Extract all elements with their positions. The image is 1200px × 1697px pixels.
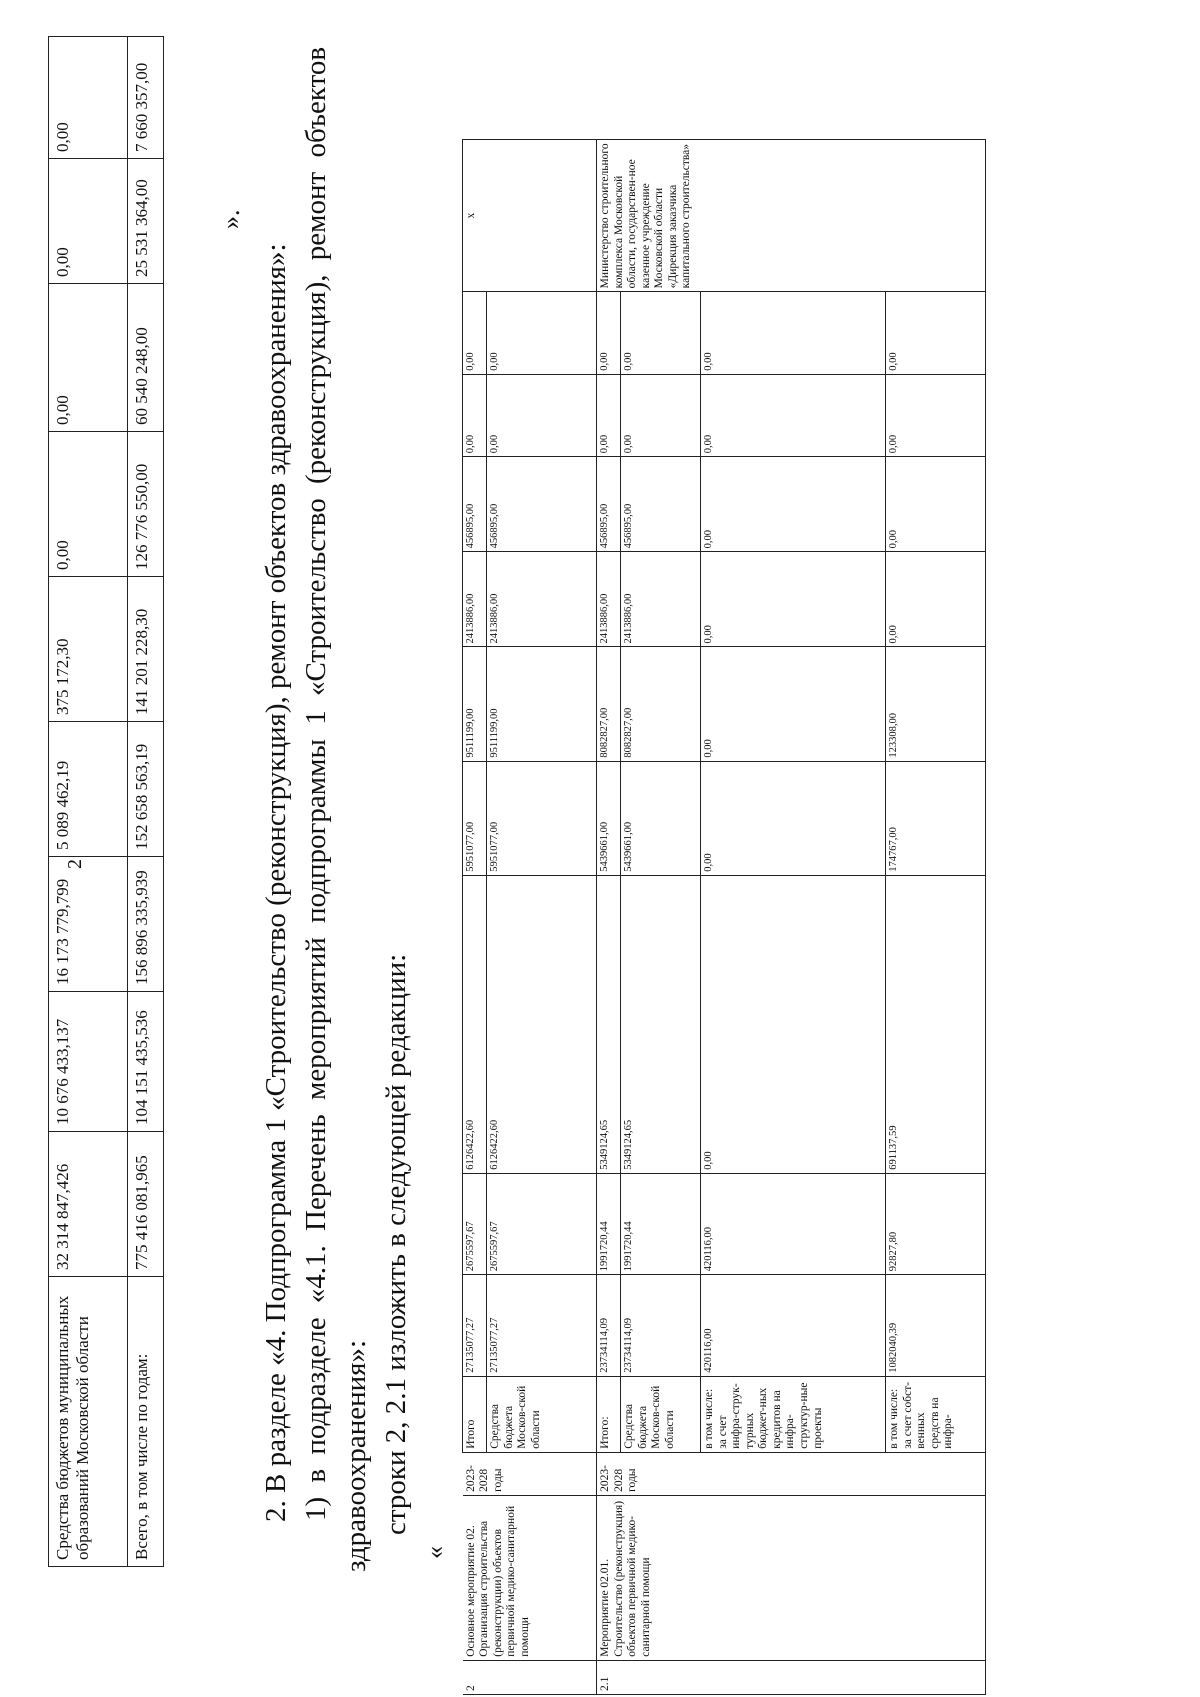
- summary-table: [48, 36, 164, 1567]
- summary-cell: 5 089 462,19: [49, 722, 128, 857]
- summary-cell: 775 416 081,965: [128, 1132, 164, 1277]
- value-cell: 27135077,27: [487, 1275, 597, 1376]
- summary-cell: 7 660 357,00: [128, 37, 164, 159]
- source-cell: в том числе: за счет инфра-струк-турных бюджет-ных кредитов на инфра-структур-ные проекты: [701, 1376, 886, 1452]
- value-cell: 456895,00: [463, 457, 487, 552]
- value-cell: 0,00: [487, 292, 597, 374]
- summary-cell: 141 201 228,30: [128, 577, 164, 722]
- value-cell: 1991720,44: [597, 1173, 621, 1274]
- value-cell: 8082827,00: [597, 647, 621, 761]
- responsible-cell: х: [463, 140, 597, 292]
- table-row: [463, 140, 487, 1695]
- summary-cell: 375 172,30: [49, 577, 128, 722]
- summary-cell: 104 151 435,536: [128, 992, 164, 1132]
- summary-row-total: [128, 37, 164, 1567]
- source-cell: Итого:: [597, 1376, 621, 1452]
- value-cell: 5439661,00: [597, 761, 621, 875]
- source-cell: в том числе: за счет собст-венных средств на инфра-: [886, 1376, 986, 1452]
- section-heading-text: 2. В разделе «4. Подпрограмма 1 «Строительство (реконструкция), ремонт объектов здравоохранения»:: [260, 243, 292, 1522]
- value-cell: 6126422,60: [487, 875, 597, 1173]
- summary-cell: 0,00: [49, 284, 128, 432]
- value-cell: 5951077,00: [487, 761, 597, 875]
- value-cell: 23734114,09: [621, 1275, 701, 1376]
- value-cell: 2413886,00: [463, 552, 487, 647]
- source-cell: Итого: [463, 1376, 487, 1452]
- value-cell: 0,00: [886, 292, 986, 374]
- summary-cell: 152 658 563,19: [128, 722, 164, 857]
- measure-name: Основное мероприятие 02. Организация строительства (реконструкции) объектов первичной медико-санитарной помощи: [463, 1495, 597, 1660]
- value-cell: 0,00: [597, 292, 621, 374]
- summary-cell: 16 173 779,799: [49, 857, 128, 992]
- measure-name: Мероприятие 02.01. Строительство (реконструкция) объектов первичной медико-санитарной помощи: [597, 1495, 986, 1660]
- opening-quote: «: [420, 1546, 449, 1559]
- value-cell: 2413886,00: [597, 552, 621, 647]
- summary-cell: 10 676 433,137: [49, 992, 128, 1132]
- value-cell: 5439661,00: [621, 761, 701, 875]
- value-cell: 420116,00: [701, 1275, 886, 1376]
- value-cell: 23734114,09: [597, 1275, 621, 1376]
- value-cell: 456895,00: [621, 457, 701, 552]
- value-cell: 0,00: [701, 374, 886, 456]
- subsection-text-continuation: здравоохранения»:: [340, 1339, 372, 1572]
- value-cell: 0,00: [621, 292, 701, 374]
- page-number: 2: [64, 859, 86, 869]
- value-cell: 5951077,00: [463, 761, 487, 875]
- value-cell: 2413886,00: [621, 552, 701, 647]
- summary-cell: 60 540 248,00: [128, 284, 164, 432]
- value-cell: 0,00: [463, 292, 487, 374]
- source-cell: Средства бюджета Москов-ской области: [487, 1376, 597, 1452]
- value-cell: 0,00: [886, 457, 986, 552]
- source-cell: Средства бюджета Москов-ской области: [621, 1376, 701, 1452]
- value-cell: 2675597,67: [463, 1173, 487, 1274]
- row-number: 2.1: [597, 1660, 986, 1694]
- summary-cell: 126 776 550,00: [128, 432, 164, 577]
- value-cell: 174767,00: [886, 761, 986, 875]
- measures-table: [462, 139, 986, 1695]
- rows-instruction-text: строки 2, 2.1 изложить в следующей редакции:: [380, 953, 412, 1535]
- value-cell: 1991720,44: [621, 1173, 701, 1274]
- summary-label: Всего, в том числе по годам:: [128, 1277, 164, 1567]
- value-cell: 691137,59: [886, 875, 986, 1173]
- value-cell: 0,00: [487, 374, 597, 456]
- value-cell: 2413886,00: [487, 552, 597, 647]
- value-cell: 0,00: [701, 761, 886, 875]
- value-cell: 27135077,27: [463, 1275, 487, 1376]
- years-cell: 2023-2028 годы: [463, 1452, 597, 1495]
- value-cell: 9511199,00: [487, 647, 597, 761]
- value-cell: 9511199,00: [463, 647, 487, 761]
- value-cell: 92827,80: [886, 1173, 986, 1274]
- summary-cell: 0,00: [49, 37, 128, 159]
- value-cell: 456895,00: [487, 457, 597, 552]
- value-cell: 0,00: [886, 552, 986, 647]
- value-cell: 0,00: [701, 647, 886, 761]
- value-cell: 0,00: [701, 552, 886, 647]
- closing-quote: ».: [216, 209, 245, 229]
- value-cell: 2675597,67: [487, 1173, 597, 1274]
- years-cell: 2023-2028 годы: [597, 1452, 986, 1495]
- summary-row-municipal: [49, 37, 128, 1567]
- summary-cell: 0,00: [49, 432, 128, 577]
- row-number: 2: [463, 1660, 597, 1694]
- value-cell: 1082040,39: [886, 1275, 986, 1376]
- responsible-cell: Министерство строительного комплекса Московской области, государствен-ное казенное учреждение Московской области «Дирекция заказчика капитального строительства»: [597, 140, 986, 292]
- summary-label: Средства бюджетов муниципальных образований Московской области: [49, 1277, 128, 1567]
- value-cell: 0,00: [621, 374, 701, 456]
- value-cell: 5349124,65: [621, 875, 701, 1173]
- summary-cell: 25 531 364,00: [128, 159, 164, 284]
- summary-cell: 156 896 335,939: [128, 857, 164, 992]
- value-cell: 420116,00: [701, 1173, 886, 1274]
- value-cell: 0,00: [886, 374, 986, 456]
- value-cell: 8082827,00: [621, 647, 701, 761]
- subsection-text: 1) в подразделе «4.1. Перечень мероприятий подпрограммы 1 «Строительство (реконструкция), ремонт объектов: [300, 46, 332, 1521]
- value-cell: 0,00: [463, 374, 487, 456]
- value-cell: 5349124,65: [597, 875, 621, 1173]
- summary-cell: 0,00: [49, 159, 128, 284]
- value-cell: 0,00: [597, 374, 621, 456]
- table-row: [597, 140, 621, 1695]
- value-cell: 6126422,60: [463, 875, 487, 1173]
- summary-cell: 32 314 847,426: [49, 1132, 128, 1277]
- value-cell: 456895,00: [597, 457, 621, 552]
- value-cell: 0,00: [701, 292, 886, 374]
- value-cell: 123308,00: [886, 647, 986, 761]
- value-cell: 0,00: [701, 457, 886, 552]
- value-cell: 0,00: [701, 875, 886, 1173]
